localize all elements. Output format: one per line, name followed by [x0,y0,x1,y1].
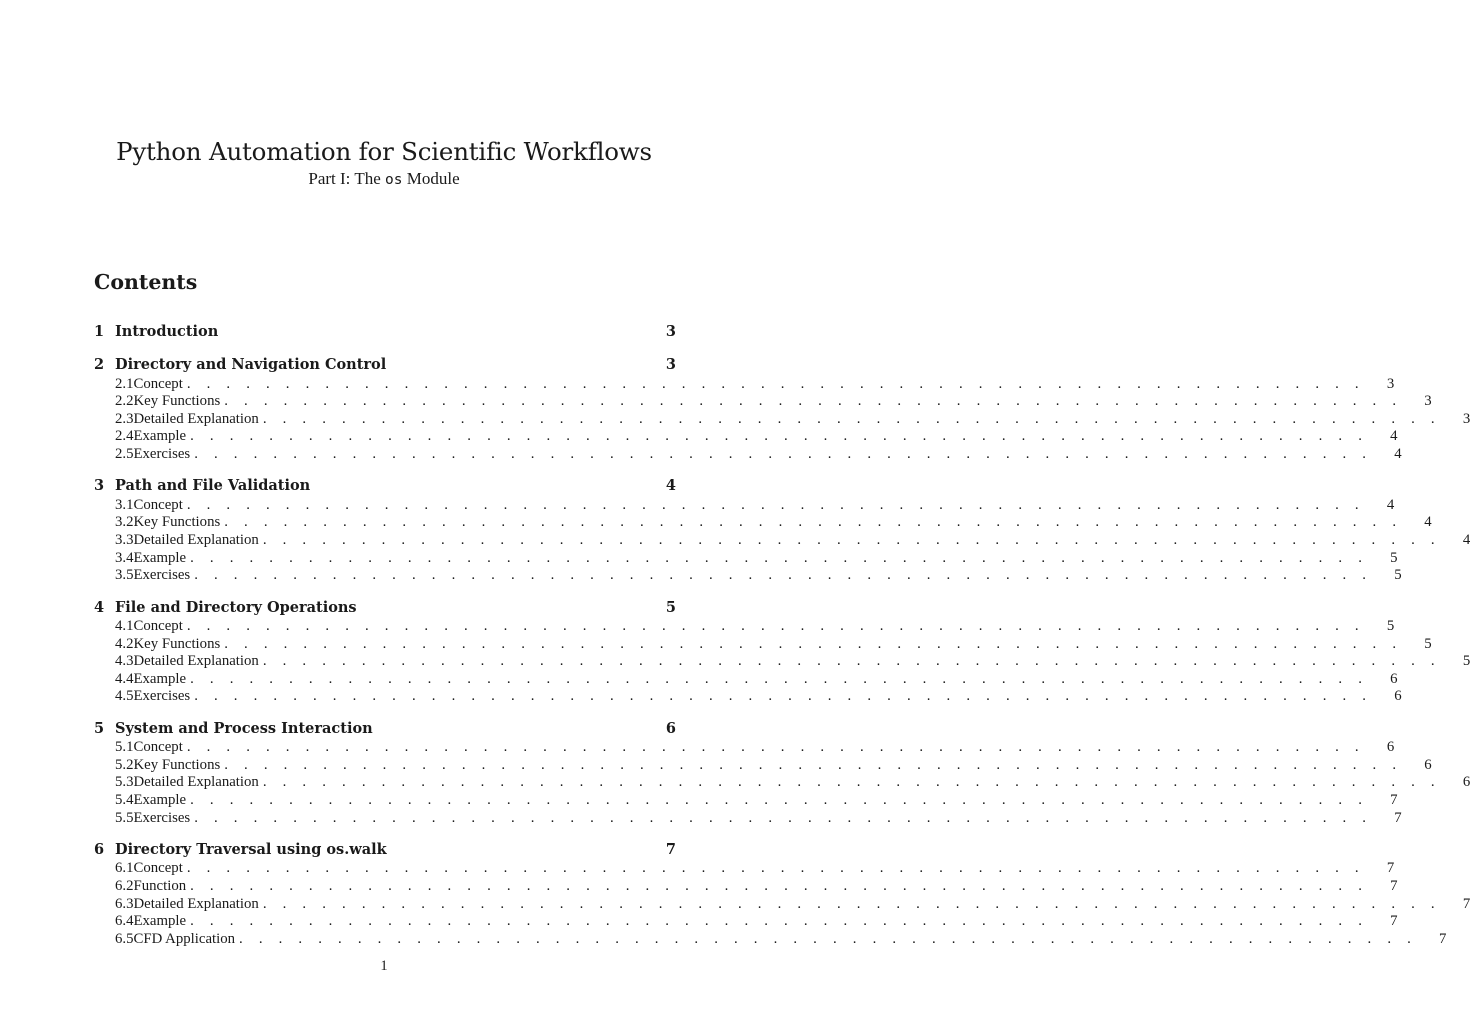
dot-leader: . . . . . . . . . . . . . . . . . . . . . . . . . . . . . . . . . . . . . . . . . . . . . . . . . . . . . . . . . . . . [186,375,1365,392]
toc-subsection-title: Detailed Explanation [133,532,259,549]
toc-subsection-entry[interactable] [94,496,1395,515]
toc-subsection-page: 6 [1390,670,1398,687]
toc-subsection-page: 4 [1390,428,1398,445]
toc-subsection-page: 6 [1394,688,1402,705]
toc-subsection-number: 2.3 [115,410,134,427]
toc-subsection-page: 7 [1462,895,1470,912]
dot-leader: . . . . . . . . . . . . . . . . . . . . . . . . . . . . . . . . . . . . . . . . . . . . . . . . . . . . . . . . . . . . [262,532,1441,549]
toc-subsection-entry[interactable] [94,446,1402,464]
toc-section [94,355,1470,463]
toc-section-page: 6 [665,719,676,737]
document-title: Python Automation for Scientific Workflows [116,137,652,166]
toc-subsection-number: 6.1 [115,860,134,877]
toc-section-entry[interactable] [94,355,676,376]
toc-subsection-title: Exercises [133,688,191,705]
dot-leader: . . . . . . . . . . . . . . . . . . . . . . . . . . . . . . . . . . . . . . . . . . . . . . . . . . . . . . . . . . . . [262,895,1441,912]
toc-subsection-page: 5 [1390,549,1398,566]
toc-subsection-title: Detailed Explanation [133,653,259,670]
toc-subsection-number: 2.1 [115,375,134,392]
toc-subsection-page: 5 [1394,567,1402,584]
toc-subsection-title: Key Functions [133,514,221,531]
toc-subsection-title: Detailed Explanation [133,410,259,427]
toc-subsection-page: 7 [1390,791,1398,808]
toc-subsection-number: 4.3 [115,653,134,670]
toc-subsection-title: Example [133,913,187,930]
toc-subsection-number: 2.4 [115,428,134,445]
toc-subsection-page: 3 [1462,410,1470,427]
toc-section-title: System and Process Interaction [115,719,373,737]
toc-subsection-page: 5 [1386,618,1395,634]
dot-leader: . . . . . . . . . . . . . . . . . . . . . . . . . . . . . . . . . . . . . . . . . . . . . . . . . . . . . . . . . . . . [190,791,1369,808]
dot-leader: . . . . . . . . . . . . . . . . . . . . . . . . . . . . . . . . . . . . . . . . . . . . . . . . . . . . . . . . . . . . [262,410,1441,427]
dot-leader: . . . . . . . . . . . . . . . . . . . . . . . . . . . . . . . . . . . . . . . . . . . . . . . . . . . . . . . . . . . . [194,809,1373,826]
toc-subsection-number: 6.4 [115,913,134,930]
toc-section-number: 3 [94,477,105,495]
toc-subsection-title: Exercises [133,809,191,826]
toc-subsection-entry[interactable] [94,567,1402,585]
toc-subsection-title: Exercises [133,567,191,584]
toc-subsection-number: 5.3 [115,774,134,791]
toc-subsection-entry[interactable] [94,532,1470,550]
toc-subsection-entry[interactable] [94,618,1395,636]
toc-subsection-entry[interactable] [94,653,1470,671]
toc-subsection-entry[interactable] [94,860,1395,878]
subtitle-code: os [385,172,403,188]
toc-subsection-entry[interactable] [94,809,1402,828]
dot-leader: . . . . . . . . . . . . . . . . . . . . . . . . . . . . . . . . . . . . . . . . . . . . . . . . . . . . . . . . . . . . [224,393,1403,410]
toc-section-title: Introduction [115,323,219,340]
toc-subsection-number: 2.5 [115,446,134,463]
toc-subsection-number: 6.5 [115,930,134,947]
toc-section-entry[interactable] [94,719,676,740]
toc-subsection-page: 7 [1386,860,1395,877]
document-subtitle [0,168,768,191]
toc-subsection-entry[interactable] [94,549,1398,568]
dot-leader: . . . . . . . . . . . . . . . . . . . . . . . . . . . . . . . . . . . . . . . . . . . . . . . . . . . . . . . . . . . . [190,670,1369,687]
toc-subsection-number: 5.2 [115,756,134,773]
toc-subsection-number: 3.2 [115,514,134,531]
toc-subsection-entry[interactable] [94,756,1432,775]
toc-section-page: 4 [665,477,676,495]
toc-subsection-page: 4 [1394,446,1402,463]
toc-subsection-number: 4.4 [115,670,134,687]
page-number: 1 [380,958,388,974]
dot-leader: . . . . . . . . . . . . . . . . . . . . . . . . . . . . . . . . . . . . . . . . . . . . . . . . . . . . . . . . . . . . [194,688,1373,705]
toc-subsection-page: 7 [1390,913,1398,930]
toc-subsection-page: 4 [1424,514,1432,531]
toc-subsection-number: 5.5 [115,809,134,826]
toc-section-title: Directory and Navigation Control [115,356,387,374]
dot-leader: . . . . . . . . . . . . . . . . . . . . . . . . . . . . . . . . . . . . . . . . . . . . . . . . . . . . . . . . . . . . [186,618,1365,634]
toc-subsection-title: Concept [133,860,183,877]
toc-subsection-entry[interactable] [94,930,1447,949]
toc-subsection-entry[interactable] [94,393,1432,411]
toc-subsection-entry[interactable] [94,410,1470,429]
toc-section-number: 5 [94,719,105,737]
toc-subsection-entry[interactable] [94,428,1398,446]
toc-section [94,598,1470,706]
toc-section-page: 5 [665,598,676,616]
toc-section-entry[interactable] [94,322,676,343]
toc-subsection-page: 4 [1386,496,1395,513]
toc-subsection-number: 4.5 [115,688,134,705]
dot-leader: . . . . . . . . . . . . . . . . . . . . . . . . . . . . . . . . . . . . . . . . . . . . . . . . . . . . . . . . . . . . [194,446,1373,463]
toc-subsection-page: 3 [1424,393,1432,410]
title-block [0,136,768,191]
toc-subsection-page: 6 [1386,739,1395,756]
dot-leader: . . . . . . . . . . . . . . . . . . . . . . . . . . . . . . . . . . . . . . . . . . . . . . . . . . . . . . . . . . . . [190,913,1369,930]
table-of-contents [94,322,1470,961]
toc-subsection-number: 3.5 [115,567,134,584]
toc-subsection-title: Function [133,877,187,894]
toc-section [94,719,1470,827]
dot-leader: . . . . . . . . . . . . . . . . . . . . . . . . . . . . . . . . . . . . . . . . . . . . . . . . . . . . . . . . . . . . [190,549,1369,566]
toc-subsection-page: 4 [1462,532,1470,549]
contents-heading: Contents [94,270,198,294]
toc-subsection-entry[interactable] [94,877,1398,896]
dot-leader: . . . . . . . . . . . . . . . . . . . . . . . . . . . . . . . . . . . . . . . . . . . . . . . . . . . . . . . . . . . . [239,930,1418,947]
toc-subsection-number: 5.1 [115,739,134,756]
toc-subsection-title: Detailed Explanation [133,774,259,791]
toc-subsection-title: Example [133,549,187,566]
toc-subsection-number: 6.3 [115,895,134,912]
toc-subsection-number: 3.3 [115,532,134,549]
dot-leader: . . . . . . . . . . . . . . . . . . . . . . . . . . . . . . . . . . . . . . . . . . . . . . . . . . . . . . . . . . . . [190,428,1369,445]
toc-section-title: File and Directory Operations [115,598,357,616]
toc-subsection-page: 7 [1394,809,1402,826]
toc-section-entry[interactable] [94,840,676,861]
toc-section [94,840,1470,948]
dot-leader: . . . . . . . . . . . . . . . . . . . . . . . . . . . . . . . . . . . . . . . . . . . . . . . . . . . . . . . . . . . . [262,774,1441,791]
toc-subsection-entry[interactable] [94,774,1470,792]
toc-subsection-page: 5 [1462,653,1470,670]
subtitle-prefix: Part I: The [308,169,381,188]
toc-subsection-title: Concept [133,496,183,513]
toc-subsection-entry[interactable] [94,375,1395,394]
toc-subsection-entry[interactable] [94,895,1470,914]
toc-subsection-entry[interactable] [94,670,1398,689]
toc-section-number: 1 [94,323,105,340]
dot-leader: . . . . . . . . . . . . . . . . . . . . . . . . . . . . . . . . . . . . . . . . . . . . . . . . . . . . . . . . . . . . [224,635,1403,652]
toc-subsection-title: Concept [133,739,183,756]
toc-section-title: Directory Traversal using os.walk [115,840,387,858]
dot-leader: . . . . . . . . . . . . . . . . . . . . . . . . . . . . . . . . . . . . . . . . . . . . . . . . . . . . . . . . . . . . [194,567,1373,584]
toc-section-title: Path and File Validation [115,477,311,495]
toc-section-entry[interactable] [94,476,676,497]
toc-section-number: 6 [94,840,105,858]
dot-leader: . . . . . . . . . . . . . . . . . . . . . . . . . . . . . . . . . . . . . . . . . . . . . . . . . . . . . . . . . . . . [186,860,1365,877]
toc-section-number: 2 [94,356,105,374]
toc-subsection-number: 4.2 [115,635,134,652]
toc-subsection-title: CFD Application [133,930,236,947]
dot-leader: . . . . . . . . . . . . . . . . . . . . . . . . . . . . . . . . . . . . . . . . . . . . . . . . . . . . . . . . . . . . [190,877,1369,894]
toc-subsection-page: 7 [1390,877,1398,894]
toc-subsection-page: 6 [1462,774,1470,791]
toc-section-page: 3 [665,323,676,340]
toc-section-page: 7 [665,840,676,858]
toc-subsection-title: Exercises [133,446,191,463]
dot-leader: . . . . . . . . . . . . . . . . . . . . . . . . . . . . . . . . . . . . . . . . . . . . . . . . . . . . . . . . . . . . [224,756,1403,773]
toc-subsection-entry[interactable] [94,635,1432,654]
toc-subsection-number: 5.4 [115,791,134,808]
toc-section-page: 3 [665,356,676,374]
toc-subsection-entry[interactable] [94,688,1402,706]
toc-subsection-entry[interactable] [94,913,1398,931]
dot-leader: . . . . . . . . . . . . . . . . . . . . . . . . . . . . . . . . . . . . . . . . . . . . . . . . . . . . . . . . . . . . [262,653,1441,670]
toc-subsection-title: Concept [133,375,183,392]
toc-subsection-number: 3.4 [115,549,134,566]
toc-section-number: 4 [94,598,105,616]
toc-subsection-page: 5 [1424,635,1432,652]
subtitle-suffix: Module [406,169,460,188]
toc-subsection-title: Detailed Explanation [133,895,259,912]
toc-subsection-title: Example [133,791,187,808]
toc-subsection-title: Concept [133,618,183,634]
toc-subsection-entry[interactable] [94,514,1432,532]
toc-subsection-number: 6.2 [115,877,134,894]
toc-section-entry[interactable] [94,598,676,619]
dot-leader: . . . . . . . . . . . . . . . . . . . . . . . . . . . . . . . . . . . . . . . . . . . . . . . . . . . . . . . . . . . . [224,514,1403,531]
toc-section [94,476,1470,584]
toc-subsection-title: Example [133,428,187,445]
toc-subsection-page: 3 [1386,375,1395,392]
toc-subsection-page: 6 [1424,756,1432,773]
toc-subsection-number: 4.1 [115,618,134,634]
toc-subsection-title: Key Functions [133,393,221,410]
toc-subsection-entry[interactable] [94,739,1395,757]
toc-subsection-title: Key Functions [133,635,221,652]
dot-leader: . . . . . . . . . . . . . . . . . . . . . . . . . . . . . . . . . . . . . . . . . . . . . . . . . . . . . . . . . . . . [186,739,1365,756]
toc-subsection-title: Key Functions [133,756,221,773]
toc-subsection-number: 3.1 [115,496,134,513]
toc-subsection-page: 7 [1439,930,1447,947]
toc-subsection-entry[interactable] [94,791,1398,810]
dot-leader: . . . . . . . . . . . . . . . . . . . . . . . . . . . . . . . . . . . . . . . . . . . . . . . . . . . . . . . . . . . . [186,496,1365,513]
toc-subsection-title: Example [133,670,187,687]
toc-section [94,322,676,343]
toc-subsection-number: 2.2 [115,393,134,410]
